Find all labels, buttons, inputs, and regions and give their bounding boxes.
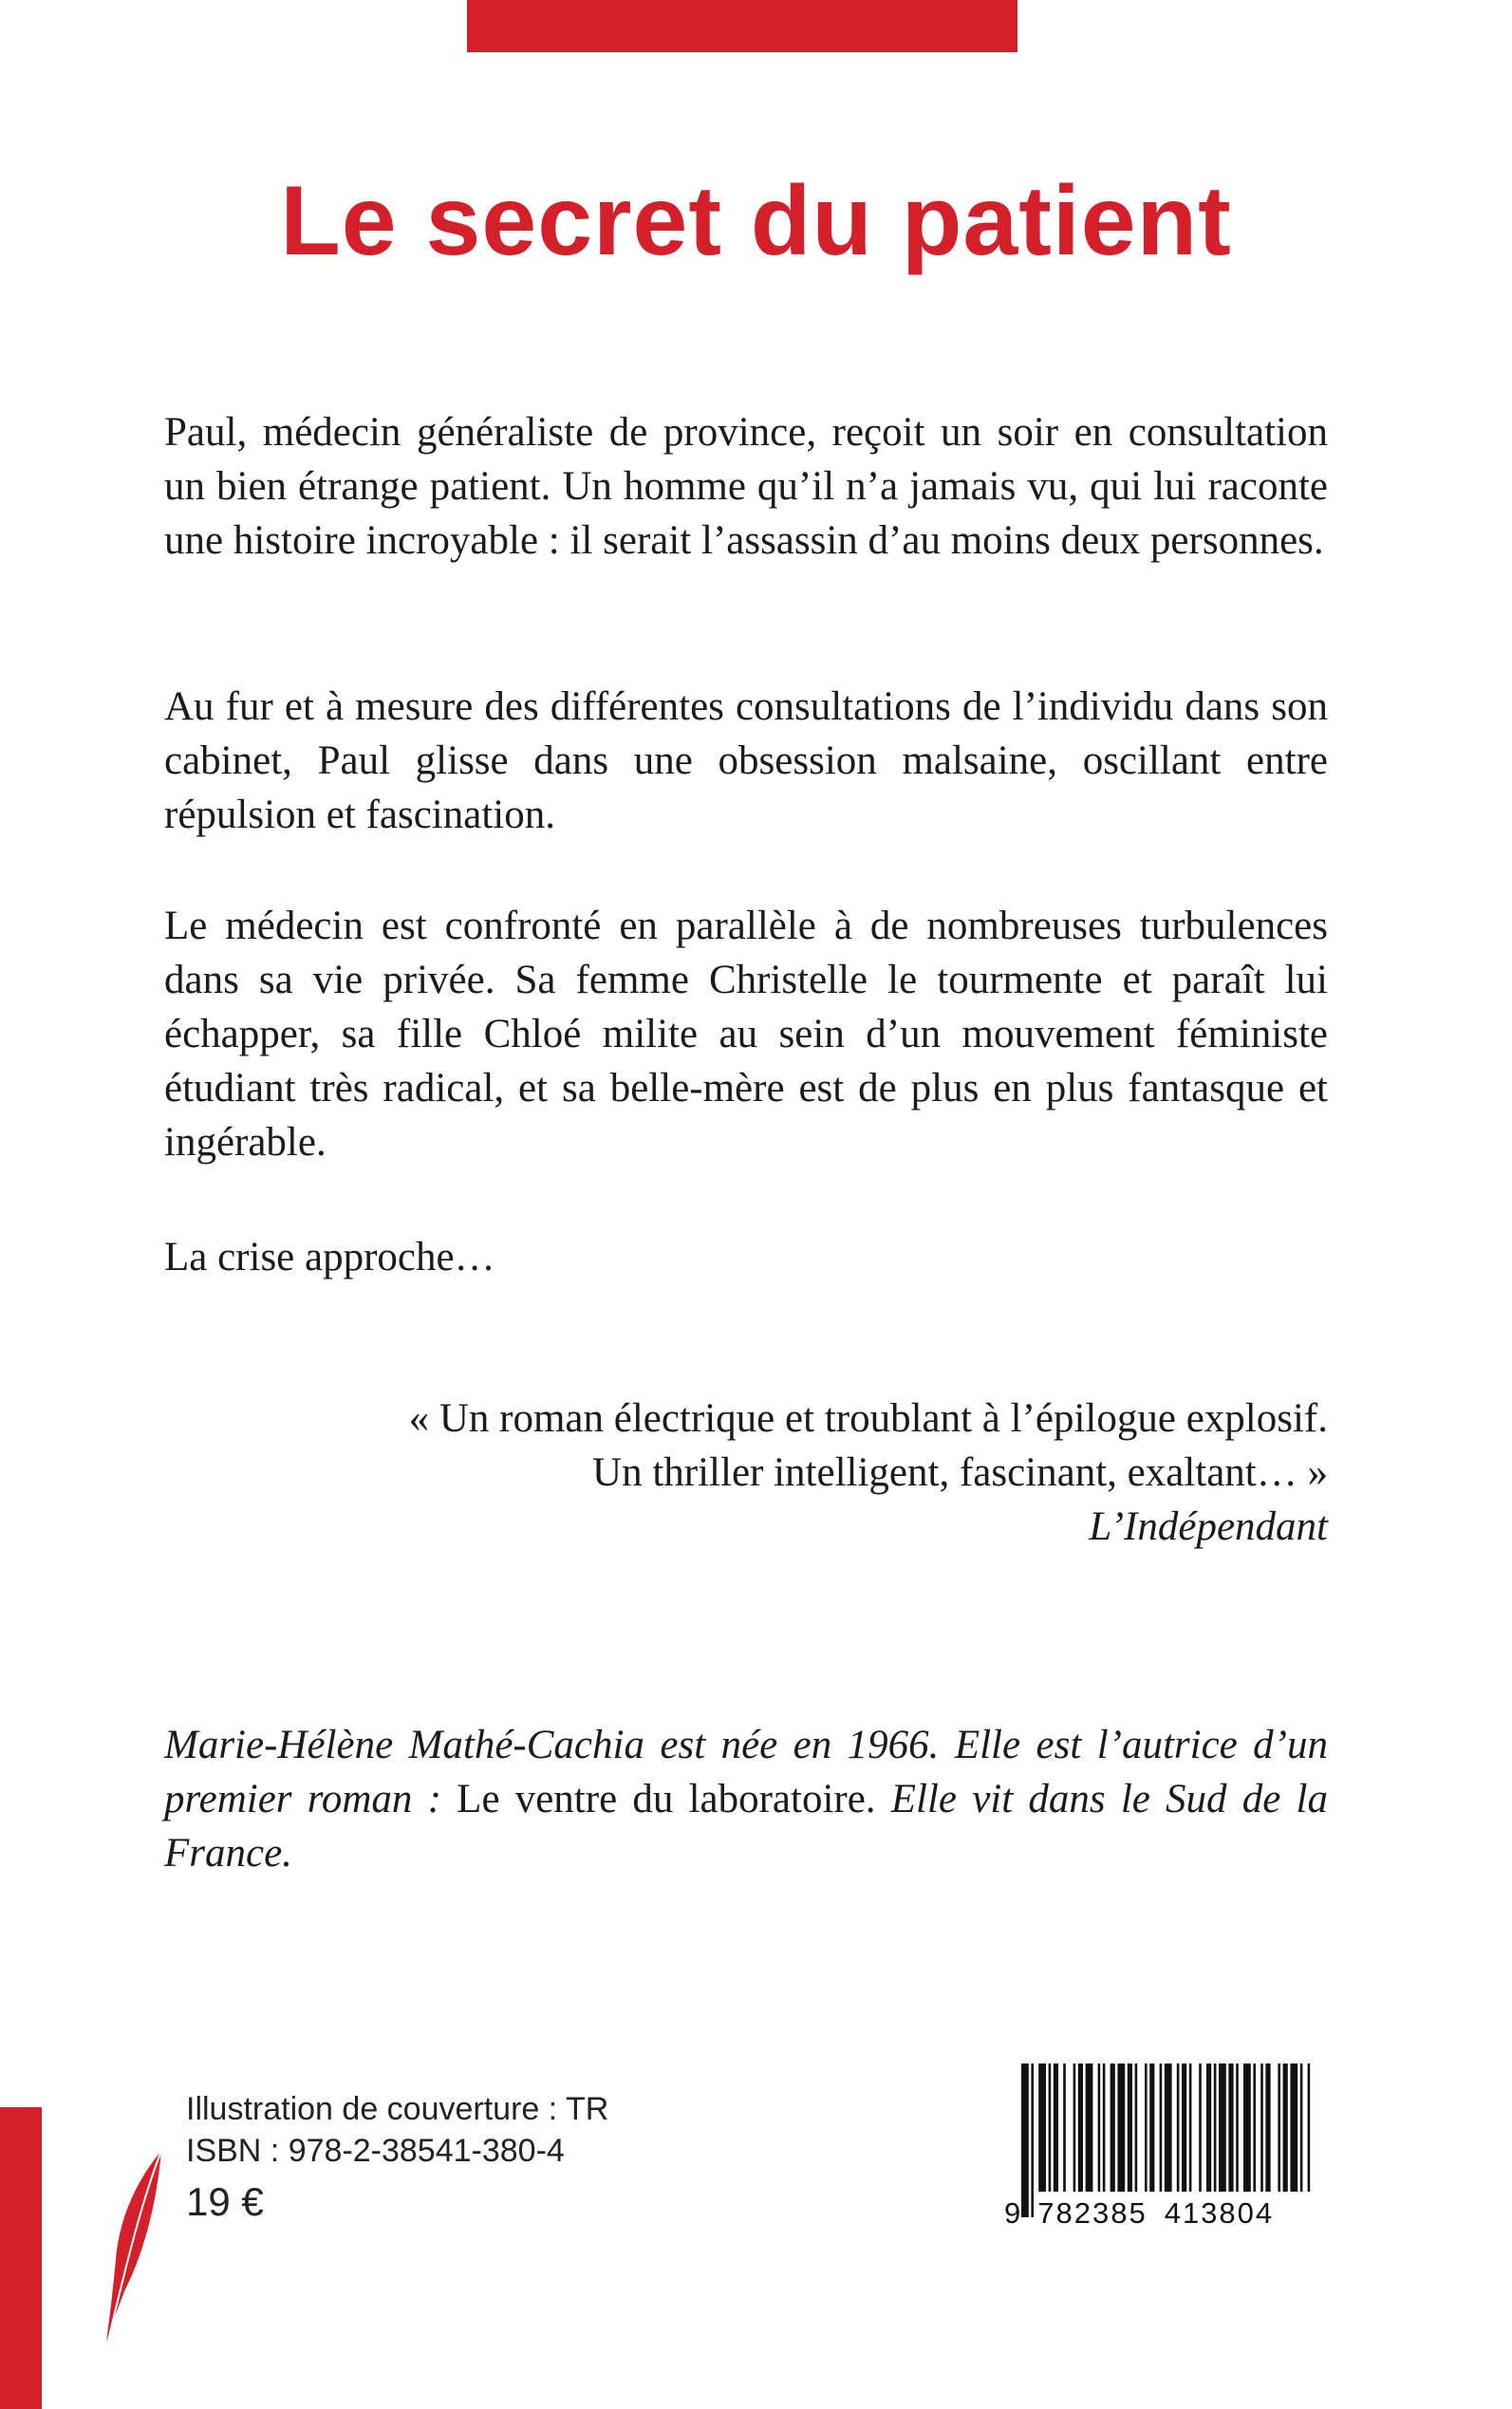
- barcode-bar: [1265, 2064, 1270, 2192]
- barcode-bar: [1214, 2064, 1217, 2192]
- barcode-bar: [1260, 2064, 1263, 2192]
- press-quote: [164, 1391, 1328, 1554]
- quote-source: L’Indépendant: [1089, 1504, 1328, 1549]
- barcode-bar: [1182, 2064, 1186, 2192]
- barcode-bar: [1219, 2064, 1226, 2192]
- barcode-bar: [1145, 2064, 1148, 2192]
- isbn-text: ISBN : 978-2-38541-380-4: [186, 2133, 565, 2169]
- quote-line-1: « Un roman électrique et troublant à l’épilogue explosif.: [408, 1396, 1328, 1441]
- author-bio: [164, 1718, 1328, 1880]
- barcode-bar: [1098, 2064, 1101, 2192]
- barcode-bar: [1049, 2064, 1052, 2192]
- barcode-group-right: 413804: [1164, 2196, 1275, 2230]
- synopsis-paragraph-1: Paul, médecin généraliste de province, reçoit un soir en consultation un bien étrange patient. Un homme qu’il n’a jamais vu, qui lui raconte une histoire incroyable : il serait l’assassin d’au moins deux personnes.: [164, 410, 1328, 563]
- synopsis-paragraph-4: La crise approche…: [164, 1235, 495, 1279]
- barcode-bar: [1073, 2064, 1076, 2192]
- price-text: 19 €: [186, 2179, 264, 2224]
- synopsis-paragraph-3: Le médecin est confronté en parallèle à de nombreuses turbulences dans sa vie privée. Sa femme Christelle le tourmente et paraît lui échapper, sa fille Chloé milite au sein d’un mouvement féministe étudiant très radical, et sa belle-mère est de plus en plus fantasque et ingérable.: [164, 904, 1328, 1165]
- barcode-group-left: 782385: [1037, 2196, 1148, 2230]
- barcode-bar: [1103, 2064, 1106, 2192]
- barcode-bar: [1199, 2064, 1202, 2192]
- barcode-bar: [1177, 2064, 1180, 2192]
- book-title: Le secret du patient: [280, 166, 1232, 276]
- bio-book-title: Le ventre du laboratoire.: [457, 1777, 876, 1821]
- barcode-bar: [1128, 2064, 1132, 2192]
- barcode-bar: [1228, 2064, 1233, 2192]
- barcode-bar: [1078, 2064, 1083, 2192]
- barcode-bar: [1236, 2064, 1239, 2192]
- barcode-bar: [1283, 2064, 1288, 2192]
- barcode-bar: [1253, 2064, 1256, 2192]
- bio-part-1: Marie-Hélène Mathé-Cachia est née en 1966. Elle est l’autrice d’un premier roman :: [164, 1723, 1328, 1821]
- quote-line-2: Un thriller intelligent, fascinant, exaltant… »: [592, 1450, 1328, 1495]
- barcode-bar: [1165, 2064, 1172, 2192]
- barcode-bar: [1086, 2064, 1093, 2192]
- top-accent-bar: [467, 0, 1017, 52]
- feather-icon: [103, 2147, 169, 2346]
- barcode-digit-first: 9: [1004, 2196, 1021, 2230]
- barcode-bar: [1054, 2064, 1058, 2192]
- barcode-bar: [1135, 2064, 1138, 2192]
- credits-block: [186, 2088, 756, 2229]
- barcode-bar: [1063, 2064, 1066, 2192]
- barcode-bar: [1243, 2064, 1251, 2192]
- illustration-credit: Illustration de couverture : TR: [186, 2091, 609, 2127]
- barcode-bar: [1160, 2064, 1163, 2192]
- bio-part-2: Elle vit dans le Sud de la France.: [164, 1777, 1328, 1876]
- barcode-bar: [1189, 2064, 1192, 2192]
- barcode-bar: [1038, 2064, 1046, 2192]
- barcode-bar: [1149, 2064, 1154, 2192]
- synopsis-paragraph-2: Au fur et à mesure des différentes consultations de l’individu dans son cabinet, Paul glisse dans une obsession malsaine, oscillant entre répulsion et fascination.: [164, 684, 1328, 837]
- barcode-bar: [1300, 2064, 1303, 2192]
- barcode-bar: [1290, 2064, 1297, 2192]
- barcode-bar: [1206, 2064, 1211, 2192]
- barcode-digits: [1004, 2194, 1327, 2232]
- barcode-bar: [1278, 2064, 1280, 2192]
- barcode-bar: [1117, 2064, 1125, 2192]
- side-accent-bar: [0, 2107, 42, 2409]
- barcode-bar: [1111, 2064, 1115, 2192]
- barcode-bar: [1308, 2064, 1311, 2192]
